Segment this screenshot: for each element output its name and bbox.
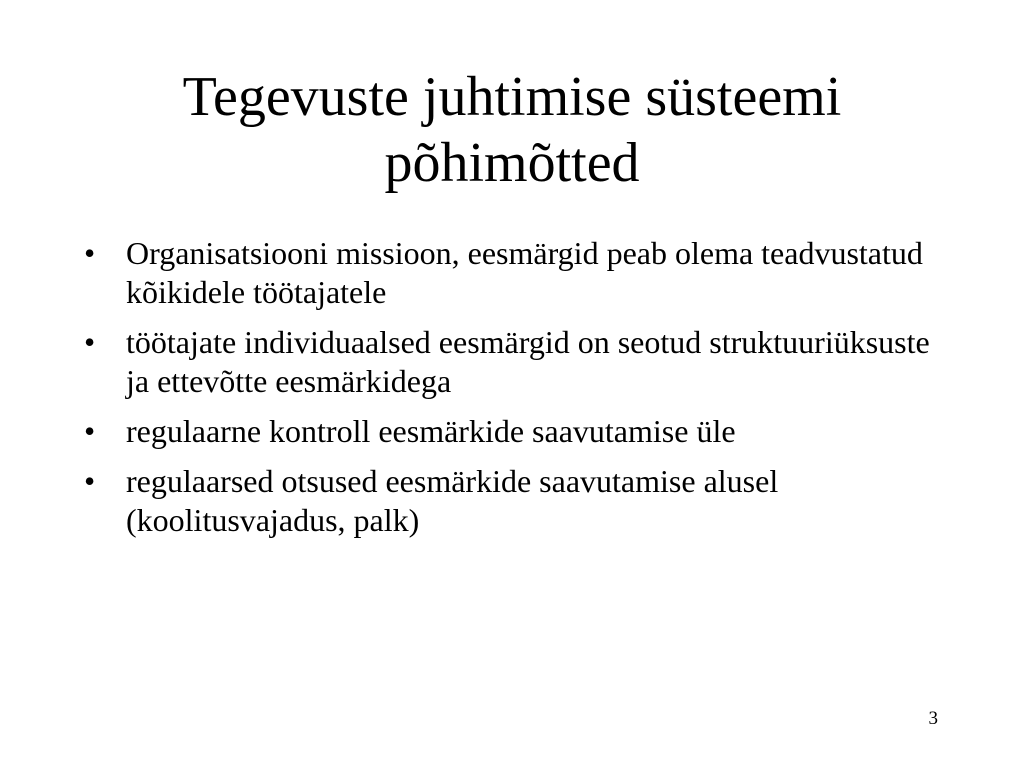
bullet-dot-icon: • xyxy=(84,235,96,271)
bullet-text: Organisatsiooni missioon, eesmärgid peab olema teadvustatud kõikidele töötajatele xyxy=(126,235,923,310)
bullet-text: regulaarne kontroll eesmärkide saavutamise üle xyxy=(126,413,736,449)
bullet-list xyxy=(84,234,954,551)
page-number: 3 xyxy=(928,708,938,729)
bullet-text: regulaarsed otsused eesmärkide saavutamise alusel (koolitusvajadus, palk) xyxy=(126,463,779,538)
bullet-dot-icon: • xyxy=(84,324,96,360)
bullet-item xyxy=(84,412,954,451)
bullet-dot-icon: • xyxy=(84,463,96,499)
bullet-item xyxy=(84,462,954,540)
bullet-item xyxy=(84,234,954,312)
slide-title-line-1: Tegevuste juhtimise süsteemi xyxy=(182,66,842,128)
bullet-item xyxy=(84,323,954,401)
bullet-dot-icon: • xyxy=(84,413,96,449)
bullet-text: töötajate individuaalsed eesmärgid on seotud struktuuriüksuste ja ettevõtte eesmärkidega xyxy=(126,324,930,399)
slide-title xyxy=(80,64,944,196)
slide-title-line-2: põhimõtted xyxy=(384,132,640,194)
